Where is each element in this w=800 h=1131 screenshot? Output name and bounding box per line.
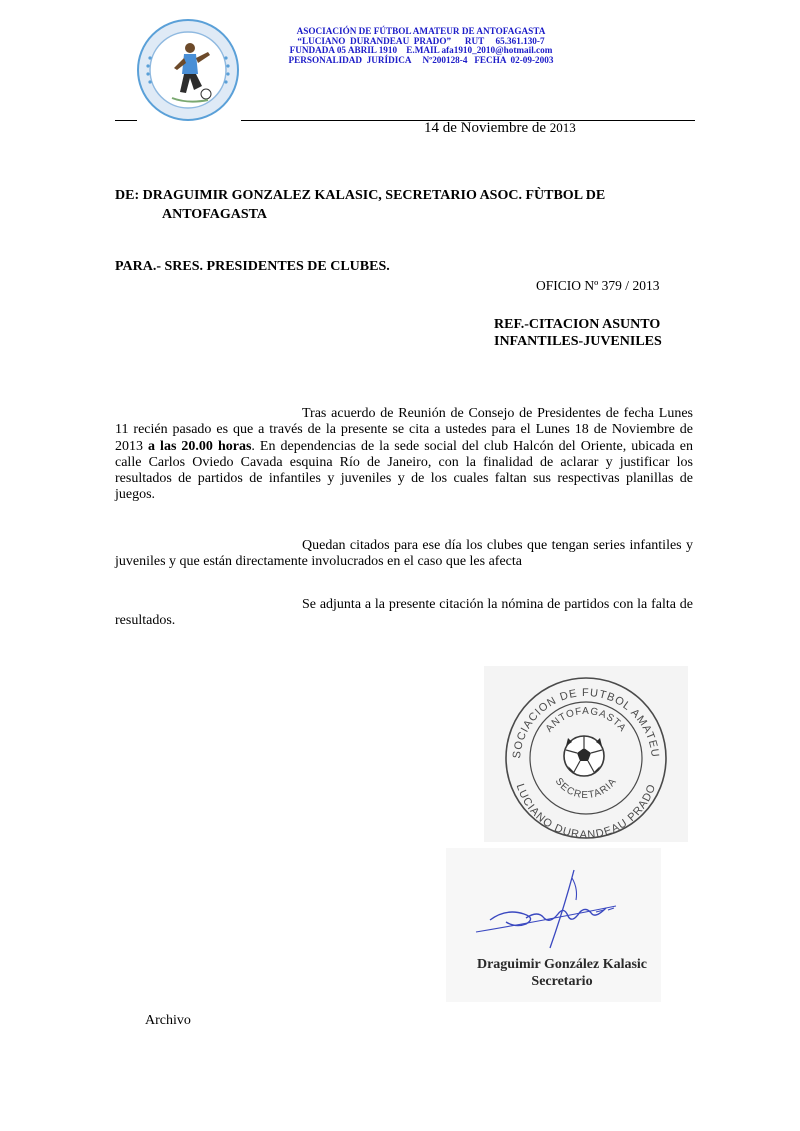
sender-block: [115, 186, 700, 224]
sender-line-2: ANTOFAGASTA: [162, 207, 268, 222]
stamp-inner-bottom: SECRETARIA: [552, 776, 620, 802]
org-line-4: PERSONALIDAD JURÍDICA Nº200128-4 FECHA 02-09-2003: [288, 54, 554, 65]
date-year: 2013: [549, 120, 576, 135]
oficio-number: OFICIO Nº 379 / 2013: [536, 278, 660, 293]
date-text: 14 de Noviembre de: [424, 120, 550, 136]
stamp-inner-top: ANTOFAGASTA: [543, 705, 629, 735]
signatory-role: Secretario: [531, 974, 593, 989]
body-paragraph-1: [115, 406, 693, 504]
body-paragraph-3: [115, 597, 693, 630]
p1-text-b: . En dependencias de la sede social del club Halcón del Oriente, ubicada en calle Carlos Oviedo Cavada esquina Río de Janeiro, con la finalidad de aclarar y justificar los resultados de partidos de infantiles y juveniles y de los cuales faltan sus respectivas planillas de juegos.: [115, 438, 693, 503]
secretary-stamp: [484, 666, 688, 842]
p2-text: Quedan citados para ese día los clubes que tengan series infantiles y juveniles y que están directamente involucrados en el caso que les afecta: [115, 538, 693, 570]
stamp-outer-text: SOCIACION DE FUTBOL AMATEU: [511, 686, 661, 760]
signatory-name: Draguimir González Kalasic: [476, 957, 648, 972]
reference-line-2: INFANTILES-JUVENILES: [494, 334, 662, 349]
org-line-1: ASOCIACIÓN DE FÚTBOL AMATEUR DE ANTOFAGASTA: [296, 26, 546, 36]
reference-line-1: REF.-CITACION ASUNTO: [494, 317, 661, 332]
archive-note: Archivo: [145, 1013, 191, 1028]
recipient-line: PARA.- SRES. PRESIDENTES DE CLUBES.: [115, 259, 390, 274]
header-rule-left: [115, 120, 137, 121]
letter-date: [424, 120, 576, 137]
body-paragraph-2: [115, 538, 693, 571]
org-line-2: “LUCIANO DURANDEAU PRADO” RUT 65.361.130-7: [297, 35, 545, 46]
p3-text: Se adjunta a la presente citación la nómina de partidos con la falta de resultados.: [115, 597, 693, 629]
sender-line-1: DE: DRAGUIMIR GONZALEZ KALASIC, SECRETARIO ASOC. FÙTBOL DE: [115, 188, 606, 203]
reference-block: [494, 316, 662, 350]
signatory-block: [452, 956, 672, 990]
association-logo: [136, 18, 240, 122]
soccer-ball-icon: [564, 736, 604, 776]
stamp-bottom-text: LUCIANO DURANDEAU PRADO: [513, 782, 659, 842]
p1-time-bold: a las 20.00 horas: [148, 438, 252, 454]
org-line-3: FUNDADA 05 ABRIL 1910 E.MAIL afa1910_2010@hotmail.com: [289, 45, 553, 56]
handwritten-signature: [446, 848, 661, 958]
letterhead-org-block: [256, 27, 586, 65]
p1-text-a: Tras acuerdo de Reunión de Consejo de Presidentes de fecha Lunes 11 recién pasado es que a través de la presente se cita a ustedes para el Lunes 18 de Noviembre de 2013: [115, 406, 693, 454]
svg-text:SECRETARIA: [553, 776, 619, 801]
